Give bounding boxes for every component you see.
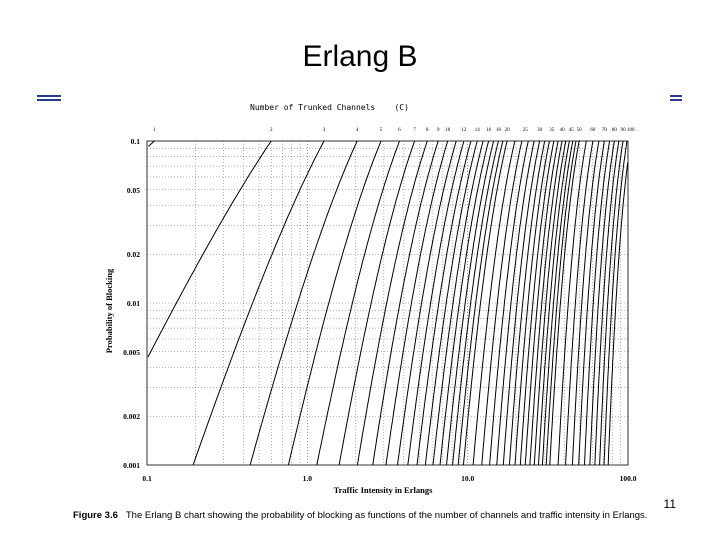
- erlang-curve-c32: [509, 141, 544, 465]
- y-tick-label: 0.05: [126, 185, 140, 195]
- channel-label: 4: [355, 128, 359, 133]
- channel-label: 70: [601, 128, 607, 133]
- channel-label: 12: [461, 128, 467, 133]
- channel-label: 80: [611, 128, 617, 133]
- channel-label: 35: [549, 128, 555, 133]
- figure-caption-text: The Erlang B chart showing the probability of blocking as functions of the number of channels and traffic intensity in Erlangs.: [125, 510, 648, 521]
- channel-label: 3: [322, 128, 326, 133]
- y-tick-label: 0.01: [126, 299, 140, 308]
- channel-label: 60: [590, 128, 596, 133]
- y-tick-label: 0.005: [123, 347, 140, 357]
- erlang-curve-c7: [339, 141, 415, 465]
- y-tick-label: 0.1: [130, 137, 140, 146]
- figure-label: Figure 3.6: [73, 510, 118, 521]
- y-axis-label: Probability of Blocking: [104, 268, 114, 354]
- x-tick-label: 100.0: [619, 474, 637, 483]
- y-tick-labels: [123, 137, 140, 470]
- channel-label: 40: [559, 128, 565, 133]
- channel-label: 45: [568, 128, 574, 133]
- x-tick-label: 10.0: [461, 474, 475, 483]
- channel-label: 10: [445, 128, 451, 133]
- channel-label: 30: [537, 128, 543, 133]
- x-tick-label: 1.0: [302, 474, 312, 483]
- channel-label: 20: [504, 128, 510, 133]
- y-tick-label: 0.002: [123, 412, 140, 422]
- channel-label: 90: [620, 128, 626, 133]
- erlang-curve-c2: [148, 141, 271, 357]
- y-tick-label: 0.02: [126, 250, 140, 260]
- channel-label: 8: [426, 128, 429, 133]
- x-axis-label: Traffic Intensity in Erlangs: [333, 485, 433, 495]
- erlang-curve-c5: [288, 141, 381, 465]
- channel-label: 7: [413, 128, 416, 133]
- erlang-curve-c1: [148, 141, 154, 146]
- slide-title: Erlang B: [302, 40, 418, 73]
- channel-label: 9: [436, 128, 440, 133]
- channel-label: 2: [269, 128, 273, 133]
- x-tick-label: 0.1: [142, 474, 152, 483]
- channel-label: 25: [522, 128, 528, 133]
- channel-label: 5: [379, 128, 383, 133]
- erlang-curve-c8: [357, 141, 427, 465]
- channel-label: 14: [474, 128, 480, 133]
- chart-grid: [147, 141, 628, 465]
- channel-label: 16: [486, 128, 492, 133]
- channel-label: 100: [627, 128, 635, 133]
- x-tick-labels: [142, 474, 636, 483]
- y-tick-label: 0.001: [123, 461, 140, 470]
- channel-label: 50: [576, 128, 582, 133]
- channel-labels: [153, 128, 635, 133]
- channel-label: 18: [495, 128, 501, 133]
- channel-label: 1: [153, 128, 156, 133]
- chart-title: Number of Trunked Channels (C): [250, 103, 409, 112]
- figure-caption: [73, 510, 693, 521]
- channel-label: 6: [398, 128, 401, 133]
- page-number: 11: [663, 497, 676, 511]
